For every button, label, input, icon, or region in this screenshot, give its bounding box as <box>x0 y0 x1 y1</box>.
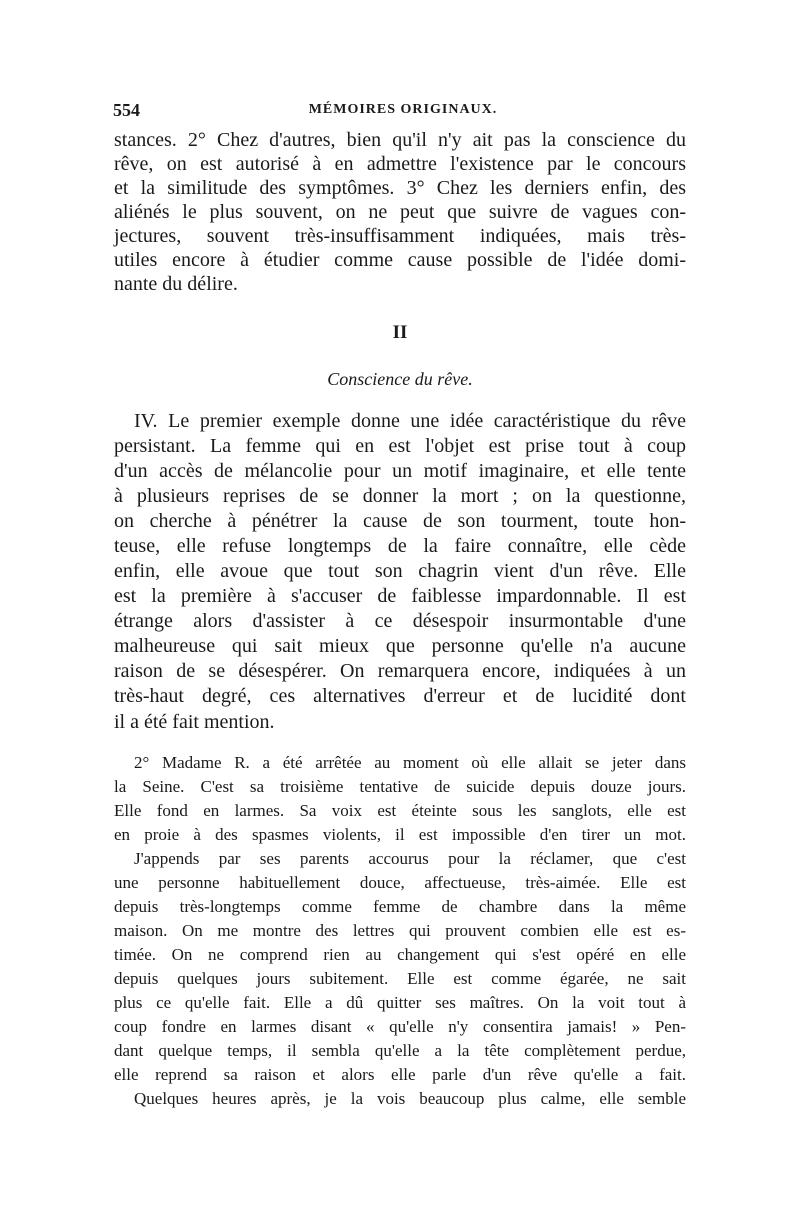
text-line: stances. 2° Chez d'autres, bien qu'il n'y ait pas la conscience du <box>114 129 686 151</box>
text-line: utiles encore à étudier comme cause possible de l'idée domi- <box>114 249 686 271</box>
text-line: nante du délire. <box>114 273 238 295</box>
text-line: depuis quelques jours subitement. Elle est comme égarée, ne sait <box>114 969 686 988</box>
text-line: très-haut degré, ces alternatives d'erreur et de lucidité dont <box>114 685 686 707</box>
text-line: d'un accès de mélancolie pour un motif imaginaire, et elle tente <box>114 460 686 482</box>
text-line: elle reprend sa raison et alors elle parle d'un rêve qu'elle a fait. <box>114 1065 686 1084</box>
text-line: 2° Madame R. a été arrêtée au moment où elle allait se jeter dans <box>134 753 686 772</box>
text-line: rêve, on est autorisé à en admettre l'existence par le concours <box>114 153 686 175</box>
text-line: Quelques heures après, je la vois beaucoup plus calme, elle semble <box>134 1089 686 1108</box>
text-line: coup fondre en larmes disant « qu'elle n'y consentira jamais! » Pen- <box>114 1017 686 1036</box>
text-line: est la première à s'accuser de faiblesse impardonnable. Il est <box>114 585 686 607</box>
text-line: enfin, elle avoue que tout son chagrin vient d'un rêve. Elle <box>114 560 686 582</box>
text-line: dant quelque temps, il sembla qu'elle a la tête complètement perdue, <box>114 1041 686 1060</box>
text-line: teuse, elle refuse longtemps de la faire connaître, elle cède <box>114 535 686 557</box>
text-line: Elle fond en larmes. Sa voix est éteinte sous les sanglots, elle est <box>114 801 686 820</box>
text-line: jectures, souvent très-insuffisamment indiquées, mais très- <box>114 225 686 247</box>
page-header <box>113 100 693 124</box>
text-line: depuis très-longtemps comme femme de chambre dans la même <box>114 897 686 916</box>
text-line: aliénés le plus souvent, on ne peut que suivre de vagues con- <box>114 201 686 223</box>
text-line: raison de se désespérer. On remarquera encore, indiquées à un <box>114 660 686 682</box>
running-head: MÉMOIRES ORIGINAUX. <box>308 102 498 117</box>
text-line: timée. On ne comprend rien au changement qui s'est opéré en elle <box>114 945 686 964</box>
text-line: plus ce qu'elle fait. Elle a dû quitter ses maîtres. On la voit tout à <box>114 993 686 1012</box>
page-number: 554 <box>113 100 140 120</box>
text-line: malheureuse qui sait mieux que personne qu'elle n'a aucune <box>114 635 686 657</box>
text-line: on cherche à pénétrer la cause de son tourment, toute hon- <box>114 510 686 532</box>
text-line: étrange alors d'assister à ce désespoir insurmontable d'une <box>114 610 686 632</box>
text-line: la Seine. C'est sa troisième tentative de suicide depuis douze jours. <box>114 777 686 796</box>
text-line: maison. On me montre des lettres qui prouvent combien elle est es- <box>114 921 686 940</box>
text-line: une personne habituellement douce, affectueuse, très-aimée. Elle est <box>114 873 686 892</box>
text-line: et la similitude des symptômes. 3° Chez les derniers enfin, des <box>114 177 686 199</box>
text-line: J'appends par ses parents accourus pour la réclamer, que c'est <box>134 849 686 868</box>
section-title: Conscience du rêve. <box>327 369 473 389</box>
section-number: II <box>392 322 408 343</box>
text-line: en proie à des spasmes violents, il est impossible d'en tirer un mot. <box>114 825 686 844</box>
text-line: il a été fait mention. <box>114 711 275 733</box>
text-line: persistant. La femme qui en est l'objet est prise tout à coup <box>114 435 686 457</box>
text-line: IV. Le premier exemple donne une idée caractéristique du rêve <box>134 410 686 432</box>
text-line: à plusieurs reprises de se donner la mort ; on la questionne, <box>114 485 686 507</box>
